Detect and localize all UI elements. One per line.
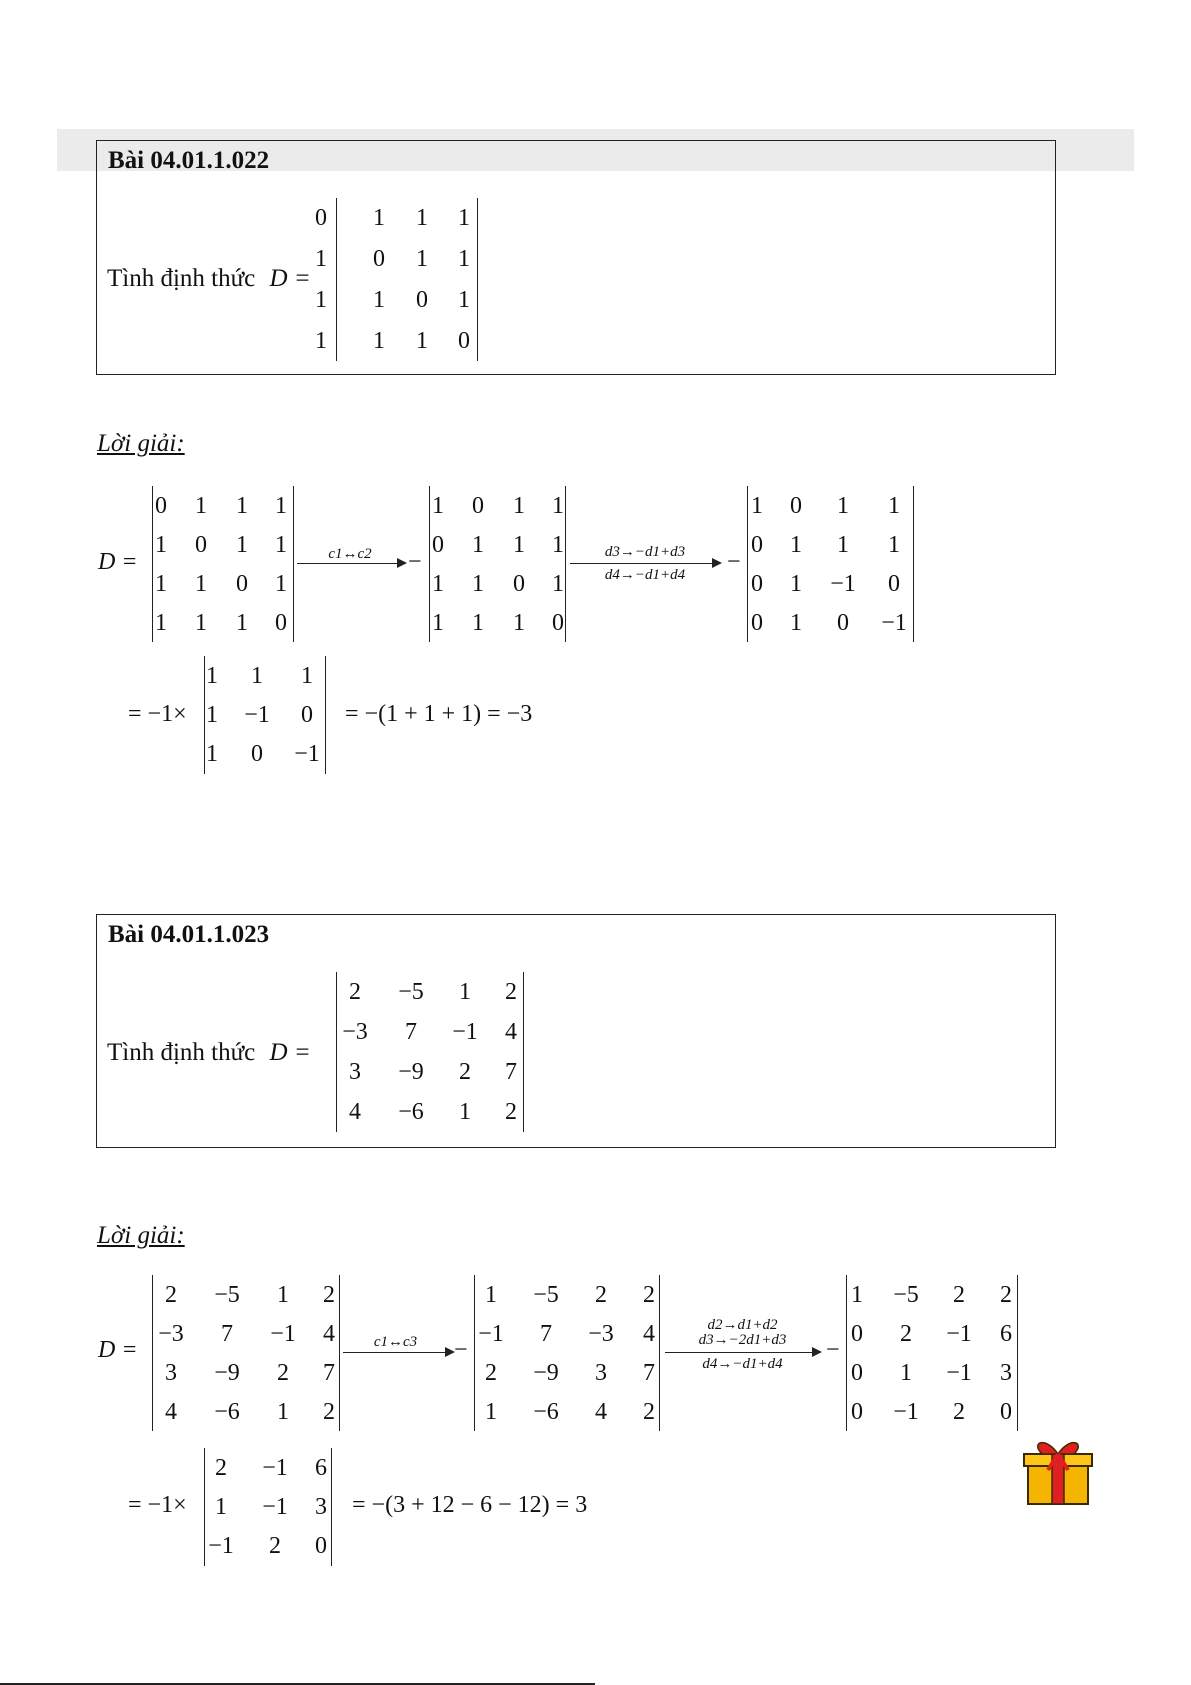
problem-title-1: Bài 04.01.1.022 [108,147,270,174]
matrix-cell: 1 [472,531,484,558]
matrix-cell: 2 [277,1359,289,1386]
matrix-cell: 4 [595,1398,607,1425]
matrix-cell: −1 [881,609,907,636]
matrix-cell: −1 [893,1398,919,1425]
matrix-cell: 1 [458,286,470,313]
det-label: D = [269,265,311,292]
solution1-matrix-c [747,486,914,642]
matrix-cell: 0 [851,1398,863,1425]
det-label: D = [269,1039,311,1066]
matrix-cell: 1 [236,492,248,519]
matrix-cell: 0 [1000,1398,1012,1425]
matrix-cell: 2 [215,1454,227,1481]
matrix-cell: 1 [275,570,287,597]
solution2-matrix-b [474,1275,660,1431]
matrix-cell: −1 [946,1320,972,1347]
matrix-cell: 7 [221,1320,233,1347]
matrix-cell: 0 [458,327,470,354]
matrix-cell: 1 [432,570,444,597]
solution1-op2-bottom [570,567,720,584]
matrix-cell: −1 [262,1454,288,1481]
matrix-cell: 1 [458,246,470,273]
problem-box-1 [96,140,1056,375]
matrix-cell: 3 [1000,1359,1012,1386]
row-operation: d3→−d1+d3 [604,544,686,560]
solution2-matrix-c [846,1275,1018,1431]
solution1-matrix-b [429,486,566,642]
matrix-cell: 1 [315,246,327,273]
matrix-cell: 0 [513,570,525,597]
solution2-arrow1 [343,1352,453,1353]
solution2-result: = −(3 + 12 − 6 − 12) = 3 [352,1492,588,1518]
matrix-cell: 1 [206,702,218,728]
matrix-cell: −5 [893,1281,919,1308]
matrix-cell: 1 [552,570,564,597]
solution-heading-1: Lời giải: [97,430,185,457]
row-operation: c1↔c2 [328,546,372,562]
solution2-op2-top [665,1318,820,1348]
matrix-cell: −9 [214,1359,240,1386]
matrix-cell: 1 [513,609,525,636]
matrix-cell: 1 [155,570,167,597]
matrix-cell: 0 [472,492,484,519]
matrix-cell: 0 [315,1533,327,1560]
matrix-cell: 2 [269,1533,281,1560]
solution1-arrow2 [570,563,720,564]
matrix-cell: 2 [595,1281,607,1308]
matrix-cell: 0 [432,531,444,558]
matrix-cell: 7 [505,1059,517,1085]
matrix-cell: −1 [478,1320,504,1347]
matrix-cell: 6 [1000,1320,1012,1347]
matrix-cell: −6 [533,1398,559,1425]
matrix-cell: 1 [206,741,218,768]
gift-bow [1038,1443,1079,1454]
matrix-cell: 0 [552,609,564,636]
matrix-cell: 1 [472,609,484,636]
matrix-cell: 1 [195,492,207,519]
matrix-cell: −9 [398,1059,424,1085]
row-operation: d2→d1+d2 [707,1317,778,1333]
matrix-cell: 1 [513,492,525,519]
solution1-matrix-a [152,486,294,642]
solution1-op2-top [570,544,720,561]
matrix-cell: 1 [459,979,471,1005]
prompt-text: Tình định thức [107,265,256,292]
matrix-cell: 1 [155,609,167,636]
matrix-cell: 2 [165,1281,177,1308]
matrix-cell: 1 [790,570,802,597]
matrix-cell: 0 [751,531,763,558]
matrix-cell: 1 [416,205,428,232]
matrix-cell: 0 [751,609,763,636]
matrix-cell: 2 [643,1398,655,1425]
matrix-cell: 7 [323,1359,335,1386]
matrix-cell: −1 [830,570,856,597]
matrix-cell: −1 [244,702,270,728]
matrix-cell: 0 [251,741,263,768]
matrix-cell: 1 [206,662,218,689]
matrix-cell: 1 [315,286,327,313]
matrix-cell: 4 [643,1320,655,1347]
matrix-cell: 0 [851,1320,863,1347]
matrix-cell: 2 [323,1398,335,1425]
matrix-cell: 0 [837,609,849,636]
matrix-cell: 2 [349,979,361,1005]
solution2-neg2: − [826,1337,840,1363]
matrix-cell: −1 [946,1359,972,1386]
matrix-cell: 2 [900,1320,912,1347]
matrix-cell: 1 [458,205,470,232]
matrix-cell: 2 [485,1359,497,1386]
matrix-cell: 1 [472,570,484,597]
matrix-cell: −1 [208,1533,234,1560]
matrix-cell: 1 [373,205,385,232]
matrix-cell: −1 [262,1494,288,1520]
matrix-cell: 7 [405,1019,417,1045]
matrix-cell: 0 [236,570,248,597]
solution2-matrix-d [204,1448,332,1566]
matrix-cell: 1 [837,531,849,558]
matrix-cell: 3 [315,1494,327,1520]
solution1-neg1: − [408,549,422,575]
matrix-cell: 0 [155,492,167,519]
matrix-cell: 2 [1000,1281,1012,1308]
matrix-cell: 1 [432,492,444,519]
matrix-cell: 4 [323,1320,335,1347]
matrix-cell: 1 [751,492,763,519]
solution1-result: = −(1 + 1 + 1) = −3 [345,701,533,727]
matrix-cell: 3 [349,1059,361,1085]
matrix-cell: 1 [301,662,313,689]
matrix-cell: −5 [533,1281,559,1308]
matrix-cell: 0 [315,205,327,232]
matrix-cell: 1 [790,531,802,558]
solution2-neg1: − [454,1337,468,1363]
matrix-cell: 0 [851,1359,863,1386]
matrix-cell: 1 [195,609,207,636]
matrix-cell: 3 [595,1359,607,1386]
matrix-cell: 6 [315,1454,327,1481]
matrix-cell: 1 [552,531,564,558]
row-operation: d4→−d1+d4 [604,567,686,583]
solution2-arrow2 [665,1352,820,1353]
matrix-cell: 1 [837,492,849,519]
matrix-cell: 1 [552,492,564,519]
matrix-cell: −1 [270,1320,296,1347]
matrix-cell: 1 [416,327,428,354]
matrix-cell: 1 [513,531,525,558]
matrix-cell: 1 [485,1281,497,1308]
row-operation: c1↔c3 [373,1334,418,1350]
matrix-cell: 1 [195,570,207,597]
matrix-cell: 1 [888,492,900,519]
matrix-cell: 2 [953,1281,965,1308]
matrix-cell: 3 [165,1359,177,1386]
matrix-cell: 1 [275,531,287,558]
matrix-cell: 1 [236,609,248,636]
problem-matrix-1 [315,198,478,361]
matrix-cell: 1 [416,246,428,273]
matrix-cell: 1 [888,531,900,558]
matrix-cell: −6 [398,1099,424,1125]
prompt-text: Tình định thức [107,1039,256,1066]
matrix-cell: 1 [459,1099,471,1125]
problem-matrix-2 [336,972,524,1132]
matrix-cell: 0 [751,570,763,597]
solution2-line2-prefix: = −1× [128,1492,187,1518]
matrix-cell: 0 [790,492,802,519]
matrix-cell: 1 [900,1359,912,1386]
matrix-cell: 2 [953,1398,965,1425]
problem-prompt-2 [107,1039,311,1067]
matrix-cell: 1 [155,531,167,558]
solution1-matrix-d [204,656,326,774]
matrix-cell: 1 [215,1494,227,1520]
matrix-cell: −6 [214,1398,240,1425]
matrix-cell: 1 [851,1281,863,1308]
matrix-cell: 1 [277,1281,289,1308]
problem-prompt-1 [107,265,311,293]
matrix-cell: 7 [540,1320,552,1347]
matrix-cell: −5 [214,1281,240,1308]
matrix-cell: −9 [533,1359,559,1386]
row-operation: d3→−2d1+d3 [698,1332,787,1348]
matrix-cell: −1 [452,1019,478,1045]
problem-title-2: Bài 04.01.1.023 [108,921,270,948]
matrix-cell: 1 [790,609,802,636]
matrix-cell: 1 [373,327,385,354]
gift-icon [1020,1432,1096,1508]
matrix-cell: 2 [505,1099,517,1125]
matrix-cell: 0 [373,246,385,273]
matrix-cell: 7 [643,1359,655,1386]
matrix-cell: 0 [301,702,313,728]
solution-heading-2: Lời giải: [97,1222,185,1249]
matrix-cell: 1 [277,1398,289,1425]
matrix-cell: 1 [315,327,327,354]
matrix-cell: −5 [398,979,424,1005]
solution1-neg2: − [727,549,741,575]
matrix-cell: −3 [158,1320,184,1347]
matrix-cell: 4 [165,1398,177,1425]
matrix-cell: 0 [888,570,900,597]
matrix-cell: −3 [342,1019,368,1045]
solution1-line2-prefix: = −1× [128,701,187,727]
matrix-cell: −1 [294,741,320,768]
matrix-cell: 1 [251,662,263,689]
matrix-cell: 1 [236,531,248,558]
matrix-cell: 2 [459,1059,471,1085]
matrix-cell: 2 [323,1281,335,1308]
problem-box-2 [96,914,1056,1148]
matrix-cell: 2 [643,1281,655,1308]
solution2-op1 [343,1334,448,1351]
matrix-cell: −3 [588,1320,614,1347]
matrix-cell: 0 [416,286,428,313]
solution1-arrow1 [297,563,405,564]
solution2-op2-bottom [665,1356,820,1373]
matrix-cell: 2 [505,979,517,1005]
solution-lhs-2: D = [98,1337,138,1363]
matrix-cell: 0 [275,609,287,636]
matrix-cell: 1 [485,1398,497,1425]
solution-lhs-1: D = [98,549,138,575]
matrix-cell: 0 [195,531,207,558]
matrix-cell: 1 [432,609,444,636]
matrix-cell: 4 [349,1099,361,1125]
matrix-cell: 4 [505,1019,517,1045]
matrix-cell: 1 [275,492,287,519]
solution1-op1 [300,546,400,563]
matrix-cell: 1 [373,286,385,313]
solution2-matrix-a [152,1275,340,1431]
row-operation: d4→−d1+d4 [702,1356,783,1372]
